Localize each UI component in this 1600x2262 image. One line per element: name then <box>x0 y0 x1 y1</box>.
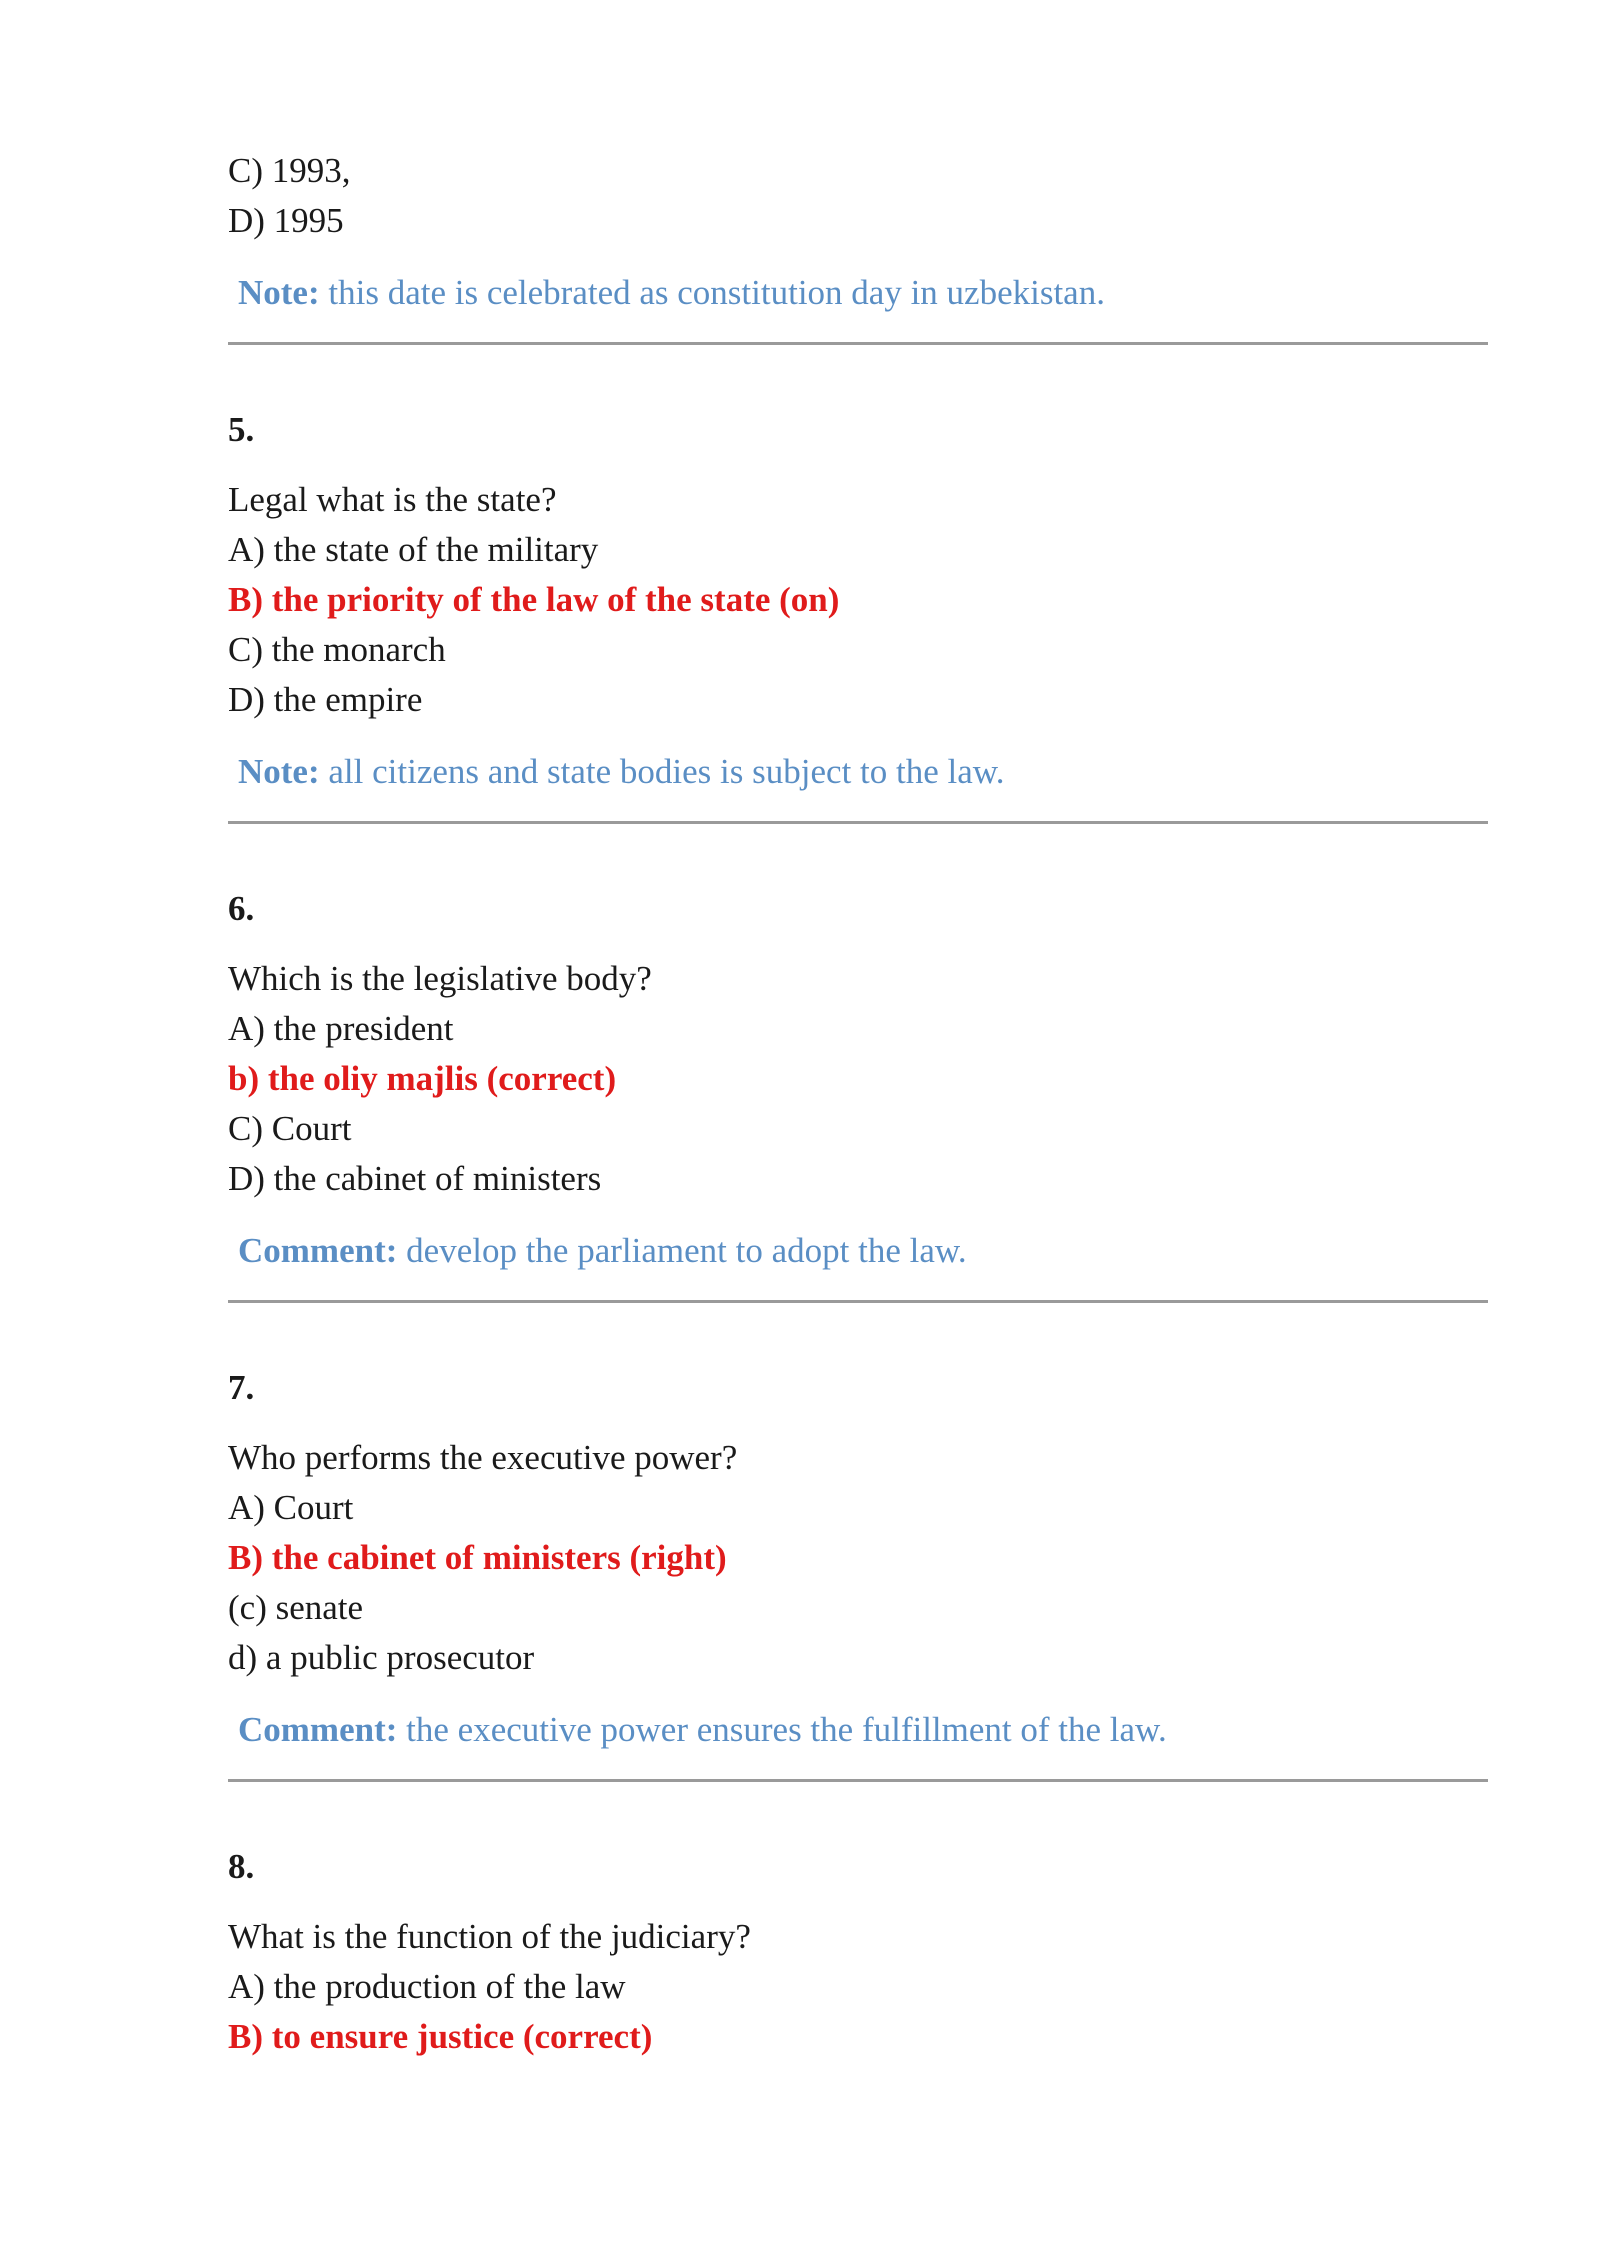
divider <box>228 1300 1488 1303</box>
divider <box>228 821 1488 824</box>
note-text: this date is celebrated as constitution day in uzbekistan. <box>319 273 1105 312</box>
question-text: Legal what is the state? <box>228 480 557 519</box>
comment-label: Comment: <box>238 1710 398 1749</box>
question-text: What is the function of the judiciary? <box>228 1917 751 1956</box>
question-text: Which is the legislative body? <box>228 959 652 998</box>
question-8 <box>228 1842 1488 2062</box>
option-b-correct: b) the oliy majlis (correct) <box>228 1059 617 1098</box>
divider <box>228 342 1488 345</box>
note-text: all citizens and state bodies is subject to the law. <box>319 752 1005 791</box>
option-b-correct: B) the cabinet of ministers (right) <box>228 1538 727 1577</box>
note <box>228 747 1488 797</box>
option-a: A) Court <box>228 1488 354 1527</box>
comment <box>228 1705 1488 1755</box>
option-d: D) the empire <box>228 680 423 719</box>
question-number: 7. <box>228 1368 255 1407</box>
note <box>228 268 1488 318</box>
option-b-correct: B) to ensure justice (correct) <box>228 2017 653 2056</box>
option-c: C) 1993, <box>228 151 351 190</box>
option-b-correct: B) the priority of the law of the state (on) <box>228 580 840 619</box>
note-label: Note: <box>238 273 320 312</box>
option-c: (c) senate <box>228 1588 364 1627</box>
option-d: D) 1995 <box>228 201 344 240</box>
question-number: 8. <box>228 1847 255 1886</box>
option-d: d) a public prosecutor <box>228 1638 535 1677</box>
option-d: D) the cabinet of ministers <box>228 1159 602 1198</box>
option-a: A) the state of the military <box>228 530 599 569</box>
comment <box>228 1226 1488 1276</box>
question-text: Who performs the executive power? <box>228 1438 738 1477</box>
question-5 <box>228 405 1488 824</box>
comment-label: Comment: <box>238 1231 398 1270</box>
option-a: A) the production of the law <box>228 1967 626 2006</box>
question-4-tail <box>228 146 1488 345</box>
option-c: C) Court <box>228 1109 352 1148</box>
option-c: C) the monarch <box>228 630 446 669</box>
question-6 <box>228 884 1488 1303</box>
note-label: Note: <box>238 752 320 791</box>
divider <box>228 1779 1488 1782</box>
option-a: A) the president <box>228 1009 454 1048</box>
comment-text: develop the parliament to adopt the law. <box>397 1231 967 1270</box>
document-page <box>228 146 1488 2062</box>
comment-text: the executive power ensures the fulfillment of the law. <box>397 1710 1167 1749</box>
question-number: 6. <box>228 889 255 928</box>
question-number: 5. <box>228 410 255 449</box>
question-7 <box>228 1363 1488 1782</box>
